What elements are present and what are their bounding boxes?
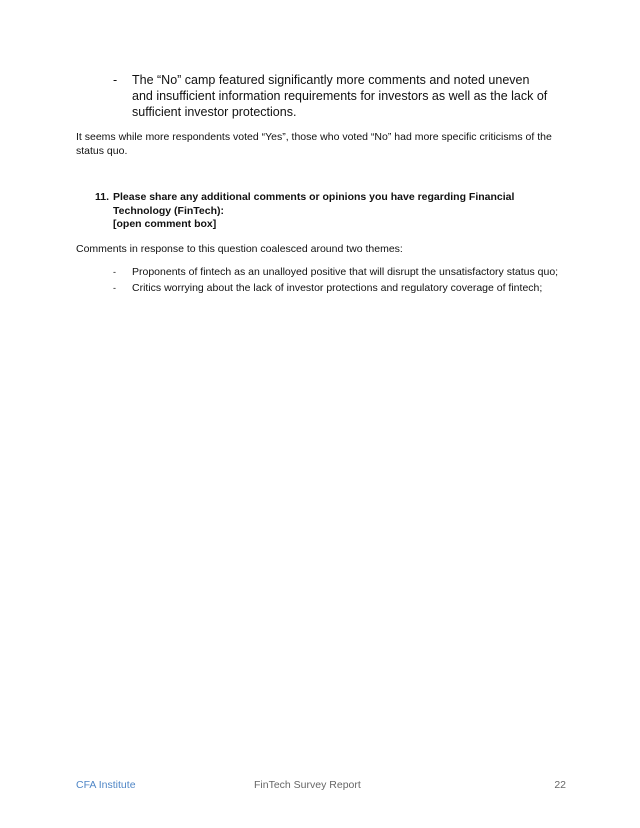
footer-organization: CFA Institute [76,779,136,791]
question-line-3: [open comment box] [113,218,217,230]
theme-text: Critics worrying about the lack of investor protections and regulatory coverage of fintech; [132,282,543,294]
page-footer [76,778,566,792]
summary-paragraph: It seems while more respondents voted “Yes”, those who voted “No” had more specific criticisms of the status quo. [76,131,552,157]
list-item [113,265,573,279]
themes-list [113,265,573,297]
footer-page-number: 22 [554,779,566,791]
question-11 [95,191,565,232]
bullet-text: The “No” camp featured significantly more comments and noted uneven and insufficient information requirements for investors as well as the lack of sufficient investor protections. [132,73,548,119]
list-item [113,281,573,295]
bullet-marker: - [113,283,116,293]
question-number: 11. [95,191,110,203]
bullet-marker: - [113,267,116,277]
question-line-2: Technology (FinTech): [113,204,225,217]
themes-intro: Comments in response to this question coalesced around two themes: [76,243,403,255]
no-camp-bullet [113,72,553,120]
question-text [113,191,565,232]
theme-text: Proponents of fintech as an unalloyed positive that will disrupt the unsatisfactory status quo; [132,266,559,278]
bullet-marker: - [113,73,118,87]
footer-report-title: FinTech Survey Report [254,779,361,791]
question-line-1: Please share any additional comments or opinions you have regarding Financial [113,191,515,203]
